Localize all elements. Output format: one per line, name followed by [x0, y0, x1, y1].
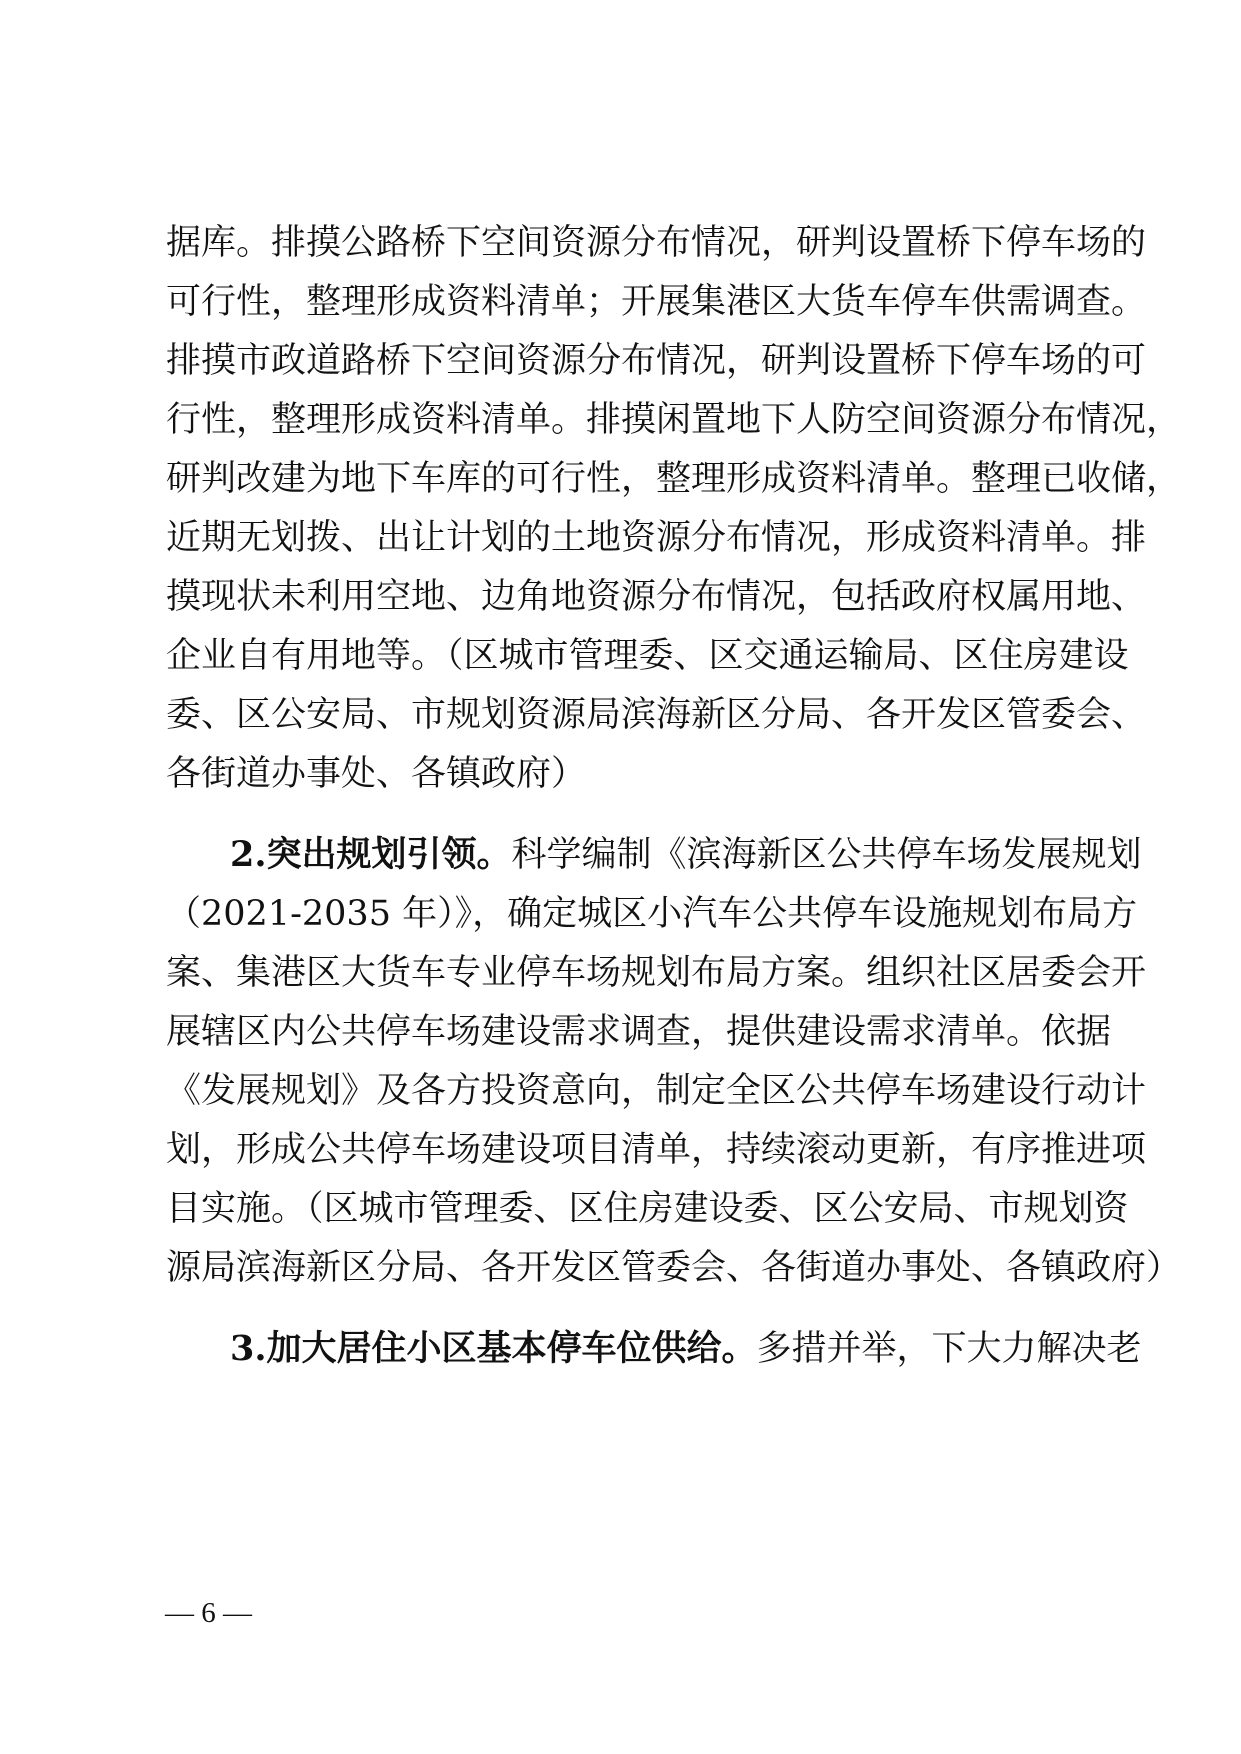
section-3-first-line-text: 多措并举，下大力解决老	[756, 1329, 1142, 1369]
paragraph-line: 摸现状未利用空地、边角地资源分布情况，包括政府权属用地、	[166, 577, 1147, 617]
paragraph-line: 据库。排摸公路桥下空间资源分布情况，研判设置桥下停车场的	[166, 223, 1147, 263]
paragraph-line: 案、集港区大货车专业停车场规划布局方案。组织社区居委会开	[166, 953, 1147, 993]
paragraph-line: 研判改建为地下车库的可行性，整理形成资料清单。整理已收储，	[166, 459, 1182, 499]
paragraph-line: 企业自有用地等。（区城市管理委、区交通运输局、区住房建设	[166, 636, 1129, 676]
page-number: — 6 —	[165, 1597, 252, 1629]
paragraph-line: 目实施。（区城市管理委、区住房建设委、区公安局、市规划资	[166, 1189, 1129, 1229]
section-2-first-line-text: 科学编制《滨海新区公共停车场发展规划	[511, 835, 1142, 875]
paragraph-line: 排摸市政道路桥下空间资源分布情况，研判设置桥下停车场的可	[166, 341, 1147, 381]
paragraph-line: 行性，整理形成资料清单。排摸闲置地下人防空间资源分布情况，	[166, 400, 1182, 440]
section-3-first-line	[230, 1324, 1142, 1374]
paragraph-line: （2021-2035 年）》，确定城区小汽车公共停车设施规划布局方	[166, 894, 1138, 934]
paragraph-line: 展辖区内公共停车场建设需求调查，提供建设需求清单。依据	[166, 1012, 1112, 1052]
paragraph-line: 源局滨海新区分局、各开发区管委会、各街道办事处、各镇政府）	[166, 1248, 1182, 1288]
paragraph-line: 《发展规划》及各方投资意向，制定全区公共停车场建设行动计	[166, 1071, 1147, 1111]
section-2-first-line	[230, 830, 1142, 880]
paragraph-line: 划，形成公共停车场建设项目清单，持续滚动更新，有序推进项	[166, 1130, 1147, 1170]
paragraph-line: 各街道办事处、各镇政府）	[166, 754, 587, 794]
paragraph-line: 可行性，整理形成资料清单；开展集港区大货车停车供需调查。	[166, 282, 1147, 322]
section-2-heading: 2.突出规划引领。	[230, 834, 512, 875]
paragraph-line: 委、区公安局、市规划资源局滨海新区分局、各开发区管委会、	[166, 695, 1147, 735]
paragraph-line: 近期无划拨、出让计划的土地资源分布情况，形成资料清单。排	[166, 518, 1147, 558]
section-3-heading: 3.加大居住小区基本停车位供给。	[230, 1328, 757, 1369]
